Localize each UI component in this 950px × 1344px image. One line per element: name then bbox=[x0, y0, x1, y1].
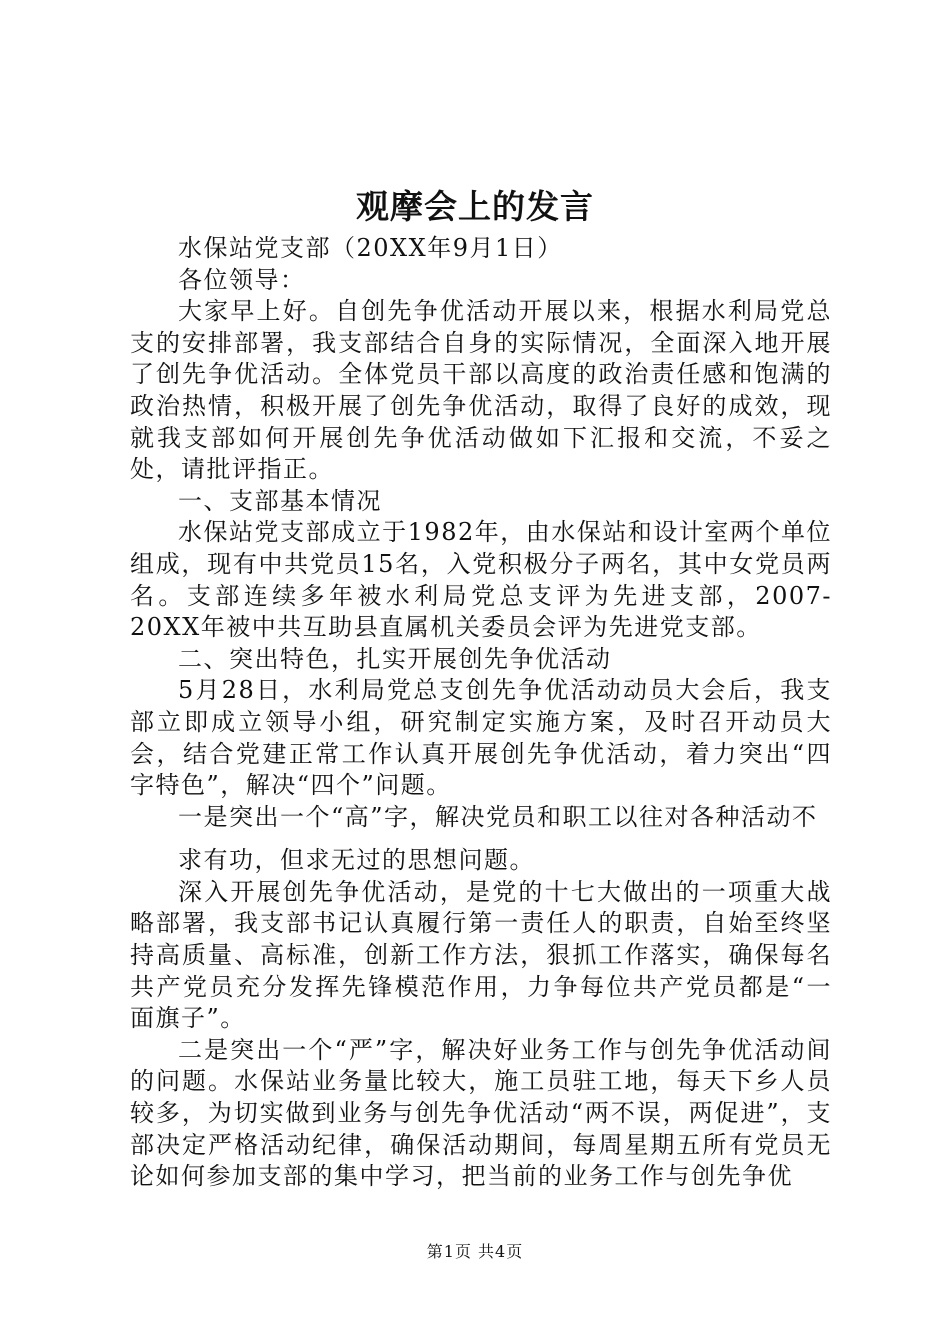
document-body bbox=[130, 233, 832, 1193]
section-heading-features: 二、突出特色，扎实开展创先争优活动 bbox=[178, 644, 612, 673]
section-heading-basic-info: 一、支部基本情况 bbox=[178, 486, 382, 515]
paragraph-header-unit-date: 水保站党支部（20XX年9月1日） bbox=[178, 234, 563, 262]
document-title: 观摩会上的发言 bbox=[356, 187, 594, 226]
page-number-footer: 第1页 共4页 bbox=[426, 1242, 524, 1261]
paragraph-point-two: 二是突出一个“严”字，解决好业务工作与创先争优活动间的问题。水保站业务量比较大，施工员驻工地，每天下乡人员较多，为切实做到业务与创先争优活动“两不误，两促进”，支部决定严格活动纪律，确保活动期间，每周星期五所有党员无论如何参加支部的集中学习，把当前的业务工作与创先争优 bbox=[130, 1035, 832, 1191]
paragraph-point-one-continued: 求有功，但求无过的思想问题。 bbox=[178, 846, 535, 875]
paragraph-basic-info: 水保站党支部成立于1982年，由水保站和设计室两个单位组成，现有中共党员15名，入党积极分子两名，其中女党员两名。支部连续多年被水利局党总支评为先进支部，2007-20XX年被中共互助县直属机关委员会评为先进党支部。 bbox=[130, 518, 832, 642]
paragraph-point-one: 一是突出一个“高”字，解决党员和职工以往对各种活动不 bbox=[178, 802, 818, 831]
paragraph-strategy: 深入开展创先争优活动，是党的十七大做出的一项重大战略部署，我支部书记认真履行第一责任人的职责，自始至终坚持高质量、高标准，创新工作方法，狠抓工作落实，确保每名共产党员充分发挥先锋模范作用，力争每位共产党员都是“一面旗子”。 bbox=[130, 877, 832, 1033]
paragraph-intro: 大家早上好。自创先争优活动开展以来，根据水利局党总支的安排部署，我支部结合自身的实际情况，全面深入地开展了创先争优活动。全体党员干部以高度的政治责任感和饱满的政治热情，积极开展了创先争优活动，取得了良好的成效，现就我支部如何开展创先争优活动做如下汇报和交流，不妥之处，请批评指正。 bbox=[130, 297, 832, 484]
paragraph-salutation: 各位领导： bbox=[178, 265, 306, 294]
paragraph-features: 5月28日，水利局党总支创先争优活动动员大会后，我支部立即成立领导小组，研究制定实施方案，及时召开动员大会，结合党建正常工作认真开展创先争优活动，着力突出“四字特色”，解决“四个”问题。 bbox=[130, 676, 832, 800]
